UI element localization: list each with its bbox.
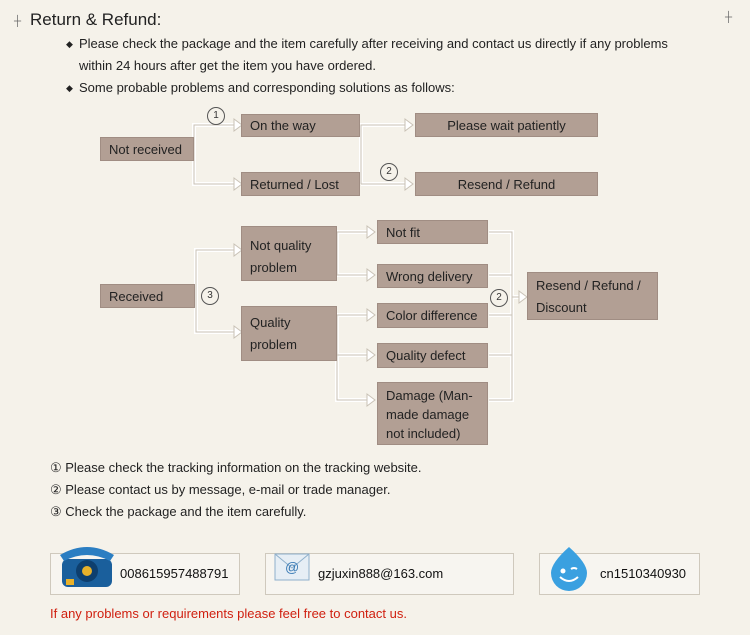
- node-resend-refund-discount: Resend / Refund / Discount: [527, 272, 658, 320]
- node-wait-patiently: Please wait patiently: [415, 113, 598, 137]
- page-title: Return & Refund:: [30, 10, 162, 29]
- marker-one: 1: [207, 107, 225, 125]
- contact-email[interactable]: gzjuxin888@163.com: [318, 566, 444, 581]
- contact-im[interactable]: cn1510340930: [600, 566, 687, 581]
- marker-two: 2: [490, 289, 508, 307]
- note-2: ② Please contact us by message, e-mail or trade manager.: [50, 482, 391, 497]
- bullet-icon: ◆: [66, 83, 73, 93]
- email-icon: [273, 546, 313, 586]
- footer-note: If any problems or requirements please feel free to contact us.: [50, 606, 407, 621]
- note-3: ③ Check the package and the item carefully.: [50, 504, 307, 519]
- phone-icon: [58, 541, 118, 589]
- intro-line-2: within 24 hours after get the item you have ordered.: [79, 58, 377, 73]
- marker-two: 2: [380, 163, 398, 181]
- node-resend-refund: Resend / Refund: [415, 172, 598, 196]
- marker-three: 3: [201, 287, 219, 305]
- node-not-quality-problem: Not quality problem: [241, 226, 337, 281]
- corner-mark-icon: ┼: [725, 12, 733, 23]
- node-damage: Damage (Man-made damage not included): [377, 382, 488, 445]
- node-quality-defect: Quality defect: [377, 343, 488, 368]
- bullet-icon: ◆: [66, 39, 73, 49]
- chat-smiley-icon: [545, 545, 593, 591]
- node-color-difference: Color difference: [377, 303, 488, 328]
- node-quality-problem: Quality problem: [241, 306, 337, 361]
- node-wrong-delivery: Wrong delivery: [377, 264, 488, 288]
- corner-mark-icon: ┼: [14, 16, 22, 27]
- node-returned-lost: Returned / Lost: [241, 172, 360, 196]
- intro-line-1: Please check the package and the item carefully after receiving and contact us directly if any problems: [79, 36, 668, 51]
- node-not-fit: Not fit: [377, 220, 488, 244]
- contact-phone[interactable]: 008615957488791: [120, 566, 229, 581]
- note-1: ① Please check the tracking information on the tracking website.: [50, 460, 422, 475]
- node-received: Received: [100, 284, 195, 308]
- node-on-the-way: On the way: [241, 114, 360, 137]
- svg-text:@: @: [285, 559, 300, 575]
- node-not-received: Not received: [100, 137, 194, 161]
- intro-line-3: Some probable problems and corresponding solutions as follows:: [79, 80, 455, 95]
